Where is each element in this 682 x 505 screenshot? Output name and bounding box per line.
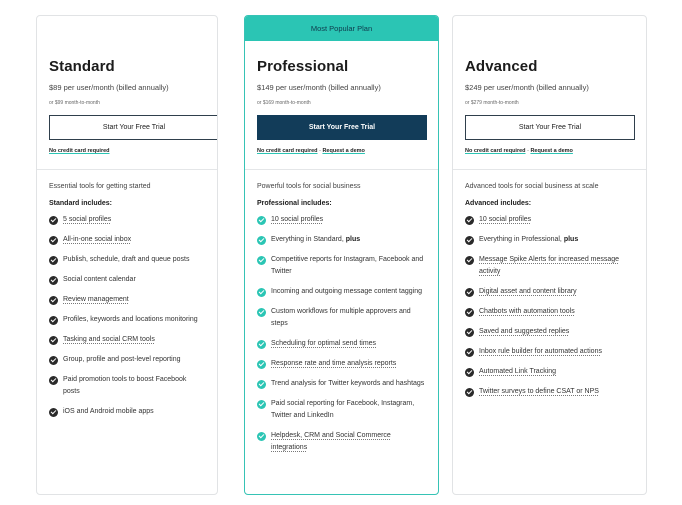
check-icon [257,360,266,369]
plan-name: Standard [49,58,115,75]
feature-item[interactable] [465,346,634,358]
divider [37,169,217,170]
plan-name: Professional [257,58,349,75]
feature-text-bold: plus [345,236,361,243]
check-icon [257,432,266,441]
feature-item[interactable] [465,286,634,298]
feature-text: Inbox rule builder for automated actions [479,348,602,355]
request-demo-link[interactable]: Request a demo [530,148,573,154]
feature-item[interactable] [465,254,634,278]
feature-list [257,214,426,454]
check-icon [257,400,266,409]
plan-name: Advanced [465,58,538,75]
check-icon [257,340,266,349]
feature-item [257,254,426,278]
most-popular-ribbon: Most Popular Plan [245,16,438,41]
feature-text: Social content calendar [63,276,136,283]
plan-card-standard [36,15,218,495]
feature-text: Profiles, keywords and locations monitoring [63,316,198,323]
plan-monthly-price: or $99 month-to-month [49,100,100,106]
plan-card-professional [244,15,439,495]
feature-item[interactable] [49,294,205,306]
plan-note [257,148,426,154]
feature-text: Competitive reports for Instagram, Facebook and Twitter [271,256,424,275]
feature-item[interactable] [257,214,426,226]
plan-tagline: Advanced tools for social business at scale [465,183,599,190]
check-icon [257,216,266,225]
feature-text-main: Everything in Professional, [479,236,564,243]
feature-item [49,354,205,366]
feature-item [257,398,426,422]
note-separator: - [527,148,529,154]
start-free-trial-button[interactable]: Start Your Free Trial [465,115,635,140]
feature-item [49,406,205,418]
note-separator: - [319,148,321,154]
feature-item[interactable] [49,234,205,246]
feature-text: Paid promotion tools to boost Facebook posts [63,376,187,395]
check-icon [49,276,58,285]
feature-text: Digital asset and content library [479,288,577,295]
check-icon [49,316,58,325]
plan-note [49,148,205,154]
check-icon [465,328,474,337]
check-icon [465,288,474,297]
ribbon-spacer [37,16,217,41]
check-icon [49,408,58,417]
check-icon [257,308,266,317]
feature-item [49,374,205,398]
feature-item [257,378,426,390]
check-icon [257,380,266,389]
feature-text: Message Spike Alerts for increased message activity [479,256,620,275]
feature-text: 10 social profiles [479,216,532,223]
feature-item[interactable] [465,366,634,378]
check-icon [465,308,474,317]
feature-text: Incoming and outgoing message content tagging [271,288,422,295]
feature-text: Saved and suggested replies [479,328,570,335]
no-credit-card-link[interactable]: No credit card required [49,148,110,154]
feature-item[interactable] [257,358,426,370]
feature-text: Helpdesk, CRM and Social Commerce integrations [271,432,391,451]
feature-item[interactable] [257,430,426,454]
plan-tagline: Powerful tools for social business [257,183,361,190]
plan-price: $249 per user/month (billed annually) [465,83,589,92]
check-icon [49,296,58,305]
feature-text: Chatbots with automation tools [479,308,575,315]
check-icon [49,376,58,385]
no-credit-card-link[interactable]: No credit card required [465,148,526,154]
plan-monthly-price: or $169 month-to-month [257,100,311,106]
plan-includes-heading: Professional includes: [257,200,332,207]
feature-text-main: Everything in Standard, [271,236,346,243]
feature-item[interactable] [465,386,634,398]
check-icon [465,236,474,245]
feature-item [49,254,205,266]
check-icon [465,256,474,265]
start-free-trial-button[interactable]: Start Your Free Trial [49,115,218,140]
check-icon [49,236,58,245]
request-demo-link[interactable]: Request a demo [322,148,365,154]
check-icon [465,348,474,357]
feature-item [465,234,634,246]
plan-monthly-price: or $279 month-to-month [465,100,519,106]
feature-item [49,274,205,286]
feature-text: Tasking and social CRM tools [63,336,155,343]
feature-item[interactable] [465,306,634,318]
feature-text: Twitter surveys to define CSAT or NPS [479,388,599,395]
check-icon [49,356,58,365]
check-icon [49,256,58,265]
feature-text: 10 social profiles [271,216,324,223]
feature-text [479,234,634,246]
plan-tagline: Essential tools for getting started [49,183,151,190]
plan-includes-heading: Standard includes: [49,200,113,207]
feature-item[interactable] [257,338,426,350]
check-icon [465,388,474,397]
feature-item [257,306,426,330]
feature-item[interactable] [49,334,205,346]
feature-item[interactable] [465,326,634,338]
feature-item [49,314,205,326]
check-icon [257,288,266,297]
check-icon [49,336,58,345]
check-icon [257,256,266,265]
feature-item[interactable] [465,214,634,226]
feature-item[interactable] [49,214,205,226]
feature-list [465,214,634,398]
feature-text: 5 social profiles [63,216,112,223]
plan-includes-heading: Advanced includes: [465,200,532,207]
check-icon [257,236,266,245]
ribbon-spacer [453,16,646,41]
feature-text: Custom workflows for multiple approvers and steps [271,308,411,327]
feature-text: Trend analysis for Twitter keywords and hashtags [271,380,425,387]
feature-text: Group, profile and post-level reporting [63,356,181,363]
feature-text: Response rate and time analysis reports [271,360,397,367]
plan-price: $89 per user/month (billed annually) [49,83,169,92]
feature-text: All-in-one social inbox [63,236,132,243]
feature-text-bold: plus [563,236,579,243]
plan-card-advanced [452,15,647,495]
start-free-trial-button[interactable]: Start Your Free Trial [257,115,427,140]
divider [453,169,646,170]
feature-text: Paid social reporting for Facebook, Instagram, Twitter and LinkedIn [271,400,415,419]
check-icon [49,216,58,225]
divider [245,169,438,170]
plan-price: $149 per user/month (billed annually) [257,83,381,92]
feature-text: Scheduling for optimal send times [271,340,377,347]
feature-text [271,234,426,246]
check-icon [465,216,474,225]
feature-text: iOS and Android mobile apps [63,408,154,415]
no-credit-card-link[interactable]: No credit card required [257,148,318,154]
feature-text: Review management [63,296,129,303]
feature-list [49,214,205,418]
feature-text: Publish, schedule, draft and queue posts [63,256,190,263]
check-icon [465,368,474,377]
plan-note [465,148,634,154]
feature-text: Automated Link Tracking [479,368,557,375]
feature-item [257,234,426,246]
feature-item [257,286,426,298]
